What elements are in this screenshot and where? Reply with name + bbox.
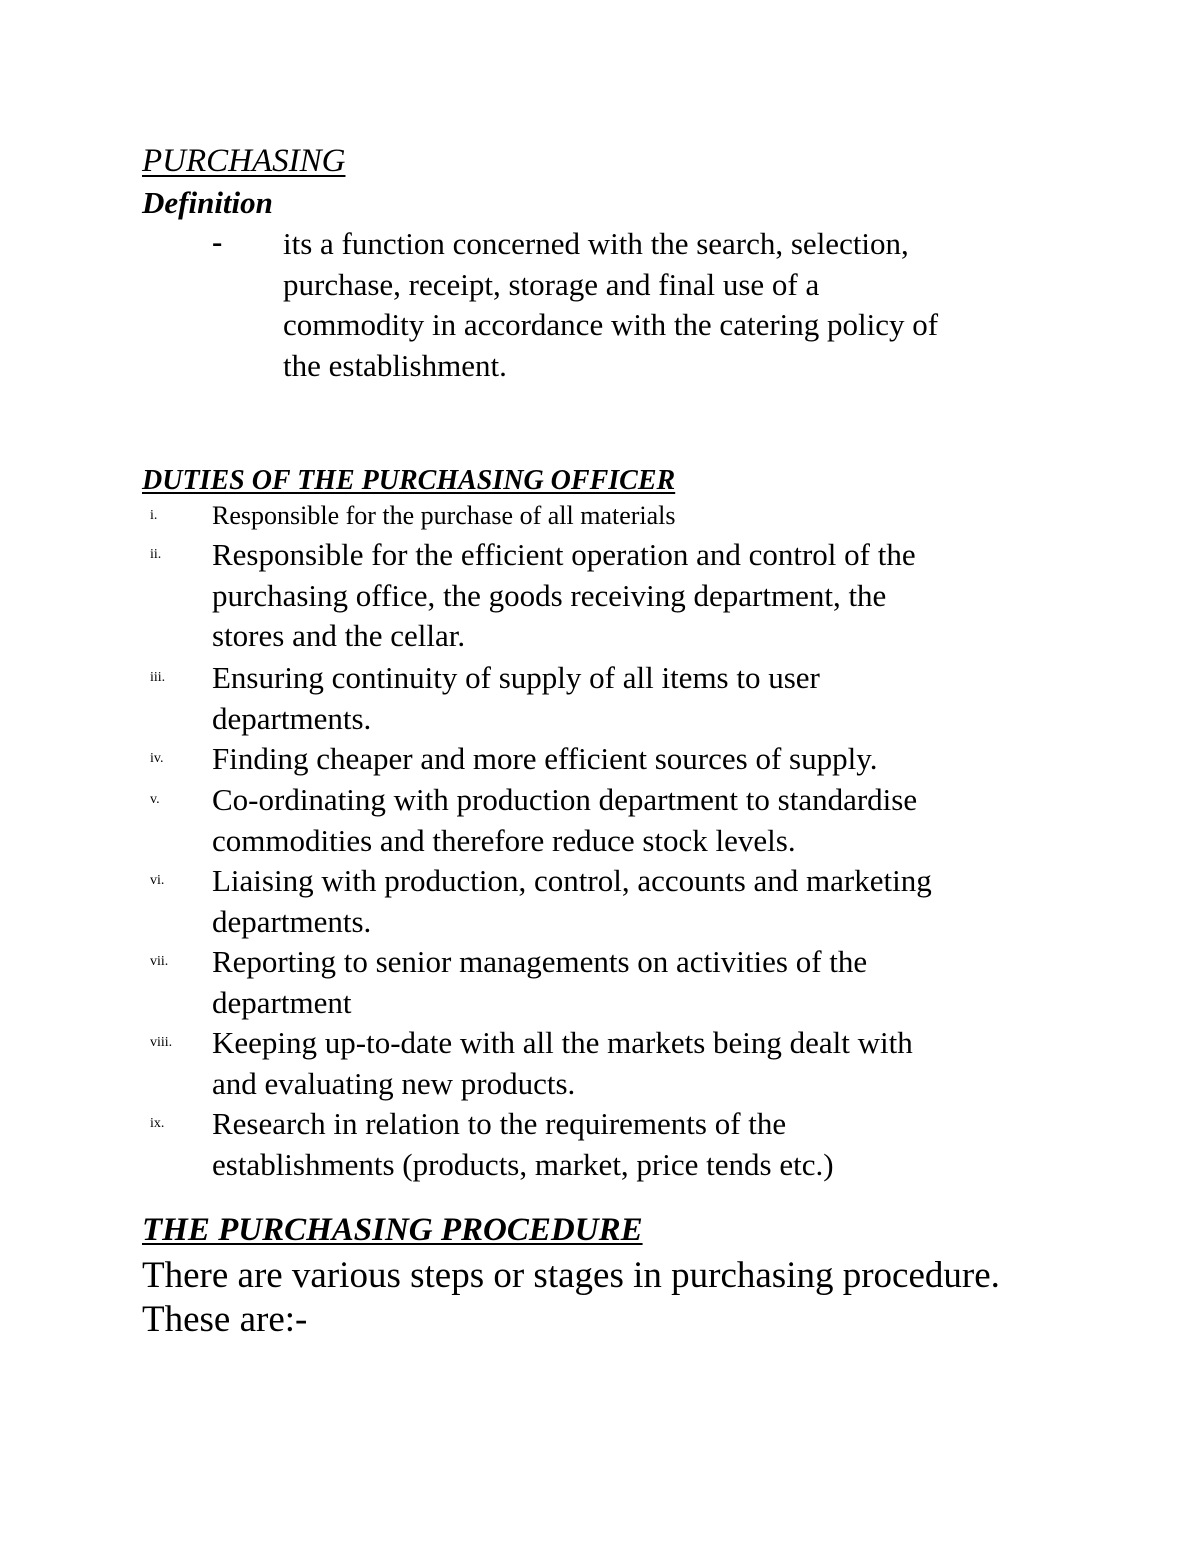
duty-numeral: iv. — [150, 751, 164, 766]
duty-line: Finding cheaper and more efficient sources of supply. — [212, 741, 878, 776]
duty-line: departments. — [212, 903, 372, 939]
duty-numeral: ii. — [150, 547, 162, 562]
duty-line: commodities and therefore reduce stock levels. — [212, 822, 796, 858]
procedure-line: These are:- — [142, 1299, 308, 1340]
definition-line: the establishment. — [283, 347, 507, 383]
duty-line: Keeping up-to-date with all the markets being dealt with — [212, 1025, 913, 1060]
duty-numeral: vi. — [150, 873, 165, 888]
duty-line: Co-ordinating with production department to standardise — [212, 782, 918, 817]
duty-line: Research in relation to the requirements of the — [212, 1106, 787, 1141]
duty-line: Reporting to senior managements on activities of the — [212, 944, 868, 979]
definition-line: purchase, receipt, storage and final use of a — [283, 266, 820, 302]
procedure-heading: THE PURCHASING PROCEDURE — [142, 1212, 643, 1248]
duty-numeral: v. — [150, 792, 160, 807]
duty-line: establishments (products, market, price tends etc.) — [212, 1146, 834, 1182]
duty-numeral: viii. — [150, 1035, 173, 1050]
definition-label: Definition — [142, 185, 273, 220]
definition-bullet: - — [212, 224, 223, 259]
duty-line: department — [212, 984, 352, 1020]
duty-line: departments. — [212, 700, 372, 736]
duty-line: Responsible for the purchase of all materials — [212, 501, 676, 530]
definition-line: its a function concerned with the search, selection, — [283, 226, 909, 261]
duty-numeral: ix. — [150, 1116, 165, 1131]
definition-line: commodity in accordance with the catering policy of — [283, 307, 939, 342]
procedure-line: There are various steps or stages in purchasing procedure. — [142, 1255, 1000, 1296]
duty-numeral: vii. — [150, 954, 169, 969]
duty-numeral: i. — [150, 508, 158, 523]
duty-line: Liaising with production, control, accounts and marketing — [212, 863, 932, 898]
document-title: PURCHASING — [142, 143, 346, 179]
definition-text — [283, 224, 1063, 386]
duties-heading: DUTIES OF THE PURCHASING OFFICER — [142, 465, 676, 496]
duty-line: and evaluating new products. — [212, 1065, 576, 1101]
duty-line: Responsible for the efficient operation and control of the — [212, 537, 916, 572]
duty-line: Ensuring continuity of supply of all items to user — [212, 660, 820, 695]
procedure-text — [142, 1254, 1000, 1342]
duty-line: purchasing office, the goods receiving department, the — [212, 577, 887, 613]
duty-numeral: iii. — [150, 670, 166, 685]
duty-line: stores and the cellar. — [212, 618, 466, 653]
